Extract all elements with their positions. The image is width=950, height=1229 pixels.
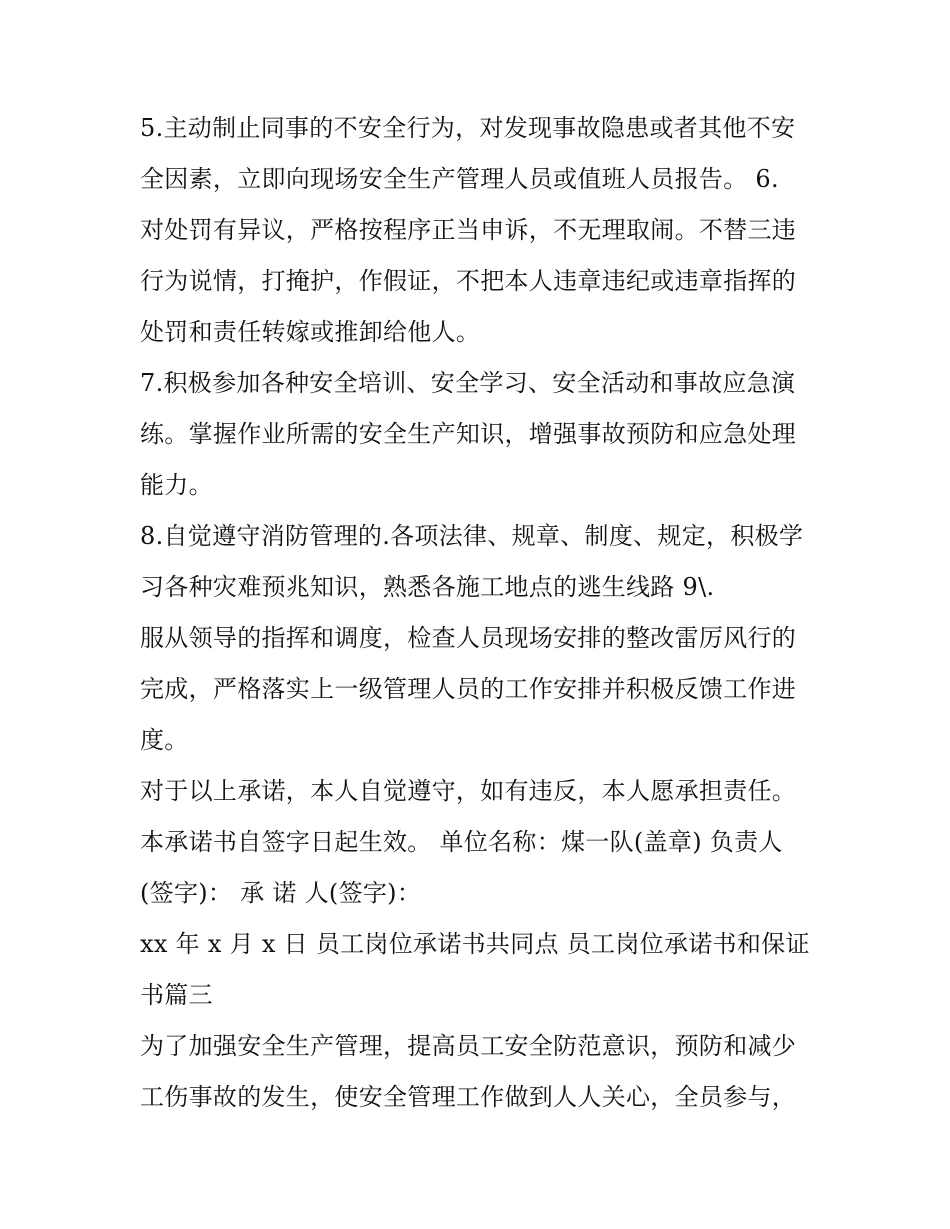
text-line: 本承诺书自签字日起生效。 单位名称：煤一队(盖章) 负责人: [140, 828, 783, 856]
text-line: 行为说情，打掩护，作假证，不把本人违章违纪或违章指挥的: [140, 267, 797, 295]
text-line: 8.自觉遵守消防管理的.各项法律、规章、制度、规定，积极学: [140, 522, 804, 550]
text-line: 7.积极参加各种安全培训、安全学习、安全活动和事故应急演: [140, 369, 796, 397]
text-line: 处罚和责任转嫁或推卸给他人。: [140, 318, 481, 346]
text-line: 为了加强安全生产管理，提高员工安全防范意识，预防和减少: [140, 1032, 797, 1060]
text-line: 能力。: [140, 471, 213, 499]
text-line: 度。: [140, 726, 189, 754]
text-line: 服从领导的指挥和调度，检查人员现场安排的整改雷厉风行的: [140, 624, 797, 652]
text-line: xx 年 x 月 x 日 员工岗位承诺书共同点 员工岗位承诺书和保证: [140, 930, 810, 958]
text-line: 对处罚有异议，严格按程序正当申诉，不无理取闹。不替三违: [140, 216, 797, 244]
text-line: 工伤事故的发生，使安全管理工作做到人人关心，全员参与，: [140, 1083, 797, 1111]
text-line: (签字)： 承 诺 人(签字)：: [140, 879, 422, 907]
text-line: 习各种灾难预兆知识，熟悉各施工地点的逃生线路 9\.: [140, 573, 715, 601]
text-line: 练。掌握作业所需的安全生产知识，增强事故预防和应急处理: [140, 420, 797, 448]
text-line: 5.主动制止同事的不安全行为，对发现事故隐患或者其他不安: [140, 114, 796, 142]
text-line: 全因素，立即向现场安全生产管理人员或值班人员报告。 6.: [140, 165, 779, 193]
text-line: 书篇三: [140, 981, 213, 1009]
text-line: 完成，严格落实上一级管理人员的工作安排并积极反馈工作进: [140, 675, 797, 703]
document-page: [140, 103, 820, 1123]
text-line: 对于以上承诺，本人自觉遵守，如有违反，本人愿承担责任。: [140, 777, 797, 805]
